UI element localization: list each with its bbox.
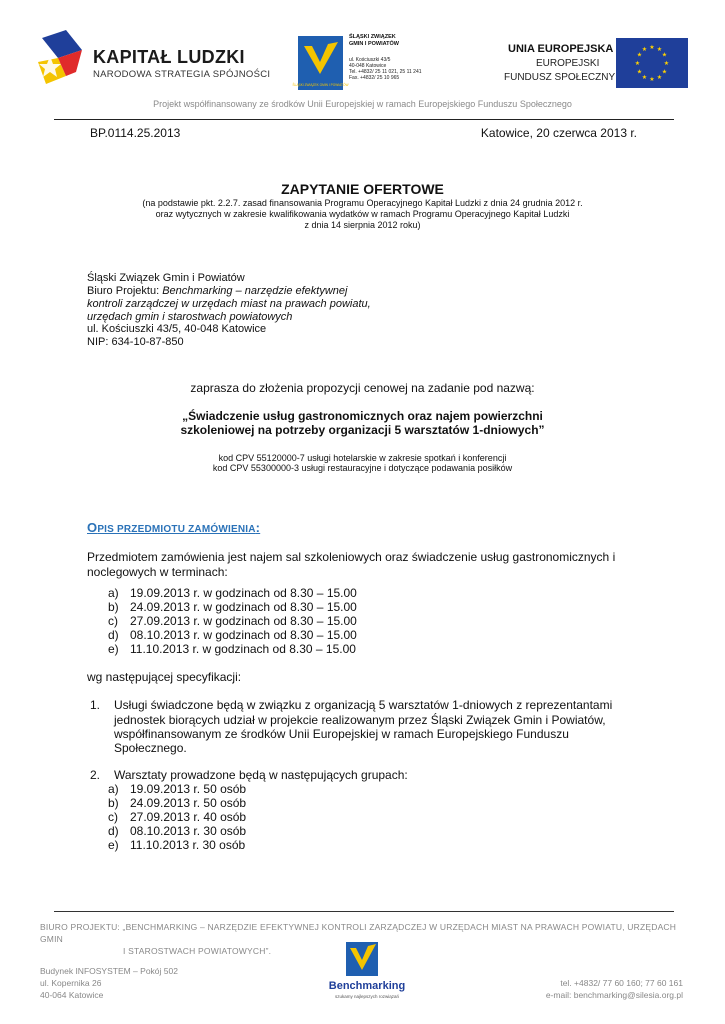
term-text: 24.09.2013 r. w godzinach od 8.30 – 15.00 <box>130 600 357 614</box>
svg-text:★: ★ <box>636 51 643 59</box>
term-text: 19.09.2013 r. w godzinach od 8.30 – 15.00 <box>130 586 357 600</box>
sender-office-project-line <box>87 298 371 310</box>
footer-project-line: I STAROSTWACH POWIATOWYCH”. <box>123 946 272 956</box>
footer-address-line: ul. Kopernika 26 <box>40 978 102 988</box>
szgp-name-line1: ŚLĄSKI ZWIĄZEK <box>349 34 396 40</box>
sender-nip: NIP: 634-10-87-850 <box>87 336 184 348</box>
term-text: 08.10.2013 r. w godzinach od 8.30 – 15.00 <box>130 628 357 642</box>
svg-text:★: ★ <box>649 44 655 51</box>
section-heading-colon: : <box>255 520 261 535</box>
svg-text:★: ★ <box>634 60 641 67</box>
term-letter: c) <box>108 614 118 628</box>
szgp-logo-text: ŚLĄSKI ZWIĄZEK GMIN I POWIATÓW <box>292 83 349 87</box>
section-heading-initial: O <box>87 520 98 535</box>
section-heading-rest: PIS PRZEDMIOTU ZAMÓWIENIA <box>97 524 256 535</box>
svg-text:★: ★ <box>636 68 643 76</box>
group-letter: a) <box>108 782 119 796</box>
kapital-ludzki-title: KAPITAŁ LUDZKI <box>93 47 245 67</box>
sender-address: ul. Kościuszki 43/5, 40-048 Katowice <box>87 323 267 335</box>
letter-date: Katowice, 20 czerwca 2013 r. <box>480 126 637 140</box>
kapital-ludzki-subtitle: NARODOWA STRATEGIA SPÓJNOŚCI <box>93 69 271 80</box>
item-number: 1. <box>90 698 101 712</box>
svg-text:★: ★ <box>641 74 648 81</box>
intro-line: Przedmiotem zamówienia jest najem sal szkoleniowych oraz świadczenie usług gastronomicznych i <box>87 550 616 564</box>
eu-fund-line2: FUNDUSZ SPOŁECZNY <box>504 72 616 83</box>
sender-office-label: Biuro Projektu: <box>87 285 163 297</box>
item-number: 2. <box>90 768 101 782</box>
szgp-logo-icon <box>292 36 349 90</box>
term-text: 11.10.2013 r. w godzinach od 8.30 – 15.00 <box>130 642 356 656</box>
szgp-address-line: Tel. +4832/ 25 11 021, 25 11 241 <box>349 69 422 75</box>
term-letter: b) <box>108 600 119 614</box>
svg-text:★: ★ <box>656 74 663 81</box>
footer-address-line: 40-064 Katowice <box>40 990 104 1000</box>
legal-basis-line: oraz wytycznych w zakresie kwalifikowania wydatków w ramach Programu Operacyjnego Kapitał Ludzki <box>155 209 570 219</box>
szgp-address-line: ul. Kościuszki 43/5 <box>349 57 391 63</box>
item-text-line: jednostek biorących udział w projekcie realizowanym przez Śląski Związek Gmin i Powiatów, <box>114 713 606 727</box>
section-heading <box>87 520 260 535</box>
footer-email: e-mail: benchmarking@silesia.org.pl <box>545 990 683 1000</box>
legal-basis-line: (na podstawie pkt. 2.2.7. zasad finansowania Programu Operacyjnego Kapitał Ludzki z dnia 24 grudnia 2012 r. <box>142 198 583 208</box>
task-title-line: „Świadczenie usług gastronomicznych oraz najem powierzchni <box>182 409 543 423</box>
szgp-address-line: 40-048 Katowice <box>349 63 387 69</box>
group-text: 27.09.2013 r. 40 osób <box>130 810 247 824</box>
reference-number: BP.0114.25.2013 <box>90 126 181 140</box>
task-title-line: szkoleniowej na potrzeby organizacji 5 warsztatów 1-dniowych” <box>180 423 545 437</box>
group-letter: d) <box>108 824 119 838</box>
invitation-text: zaprasza do złożenia propozycji cenowej na zadanie pod nazwą: <box>190 381 535 395</box>
svg-text:★: ★ <box>656 46 663 53</box>
sender-office-project: kontroli zarządczej w urzędach miast na prawach powiatu, <box>87 298 371 310</box>
sender-office-project: Benchmarking – narzędzie efektywnej <box>162 285 348 297</box>
benchmarking-tagline: szukamy najlepszych rozwiązań <box>334 994 400 999</box>
svg-text:★: ★ <box>661 51 668 59</box>
szgp-name-line2: GMIN I POWIATÓW <box>349 41 400 47</box>
eu-fund-line1: EUROPEJSKI <box>536 58 600 69</box>
benchmarking-brand: Benchmarking <box>328 980 406 992</box>
term-letter: a) <box>108 586 119 600</box>
svg-text:★: ★ <box>663 60 670 67</box>
footer-address-line: Budynek INFOSYSTEM – Pokój 502 <box>40 966 178 976</box>
header-divider <box>54 119 674 120</box>
svg-text:★: ★ <box>649 76 655 83</box>
page-title: ZAPYTANIE OFERTOWE <box>281 181 444 197</box>
cpv-code: kod CPV 55120000-7 usługi hotelarskie w zakresie spotkań i konferencji <box>218 453 507 463</box>
intro-line: noclegowych w terminach: <box>87 565 228 579</box>
item-text-line: Społecznego. <box>114 741 187 755</box>
item-text-line: Warsztaty prowadzone będą w następujących grupach: <box>114 768 408 782</box>
group-letter: c) <box>108 810 118 824</box>
eu-flag-icon <box>616 38 688 88</box>
group-text: 24.09.2013 r. 50 osób <box>130 796 247 810</box>
sender-office-project-line <box>87 311 292 323</box>
cpv-code: kod CPV 55300000-3 usługi restauracyjne i dotyczące podawania posiłków <box>212 463 513 473</box>
footer-divider <box>54 911 674 912</box>
group-text: 19.09.2013 r. 50 osób <box>130 782 247 796</box>
group-text: 11.10.2013 r. 30 osób <box>130 838 246 852</box>
sender-office <box>87 285 347 297</box>
item-text-line: Usługi świadczone będą w związku z organizacją 5 warsztatów 1-dniowych z reprezentantami <box>114 698 613 712</box>
spec-label: wg następującej specyfikacji: <box>87 670 242 684</box>
eu-title: UNIA EUROPEJSKA <box>508 43 614 55</box>
group-letter: b) <box>108 796 119 810</box>
kapital-ludzki-logo-icon <box>36 28 86 90</box>
sender-office-project: urzędach gmin i starostwach powiatowych <box>87 311 293 323</box>
svg-text:★: ★ <box>661 68 668 76</box>
cofinancing-note: Projekt współfinansowany ze środków Unii Europejskiej w ramach Europejskiego Funduszu Społecznego <box>153 99 572 109</box>
term-letter: d) <box>108 628 119 642</box>
legal-basis-line: z dnia 14 sierpnia 2012 roku) <box>304 220 421 230</box>
item-text-line: współfinansowanym ze środków Unii Europejskiej w ramach Europejskiego Funduszu <box>114 727 569 741</box>
footer-phone: tel. +4832/ 77 60 160; 77 60 161 <box>560 978 683 988</box>
term-text: 27.09.2013 r. w godzinach od 8.30 – 15.00 <box>130 614 357 628</box>
szgp-address-line: Fax. +4832/ 25 10 965 <box>349 75 400 81</box>
group-letter: e) <box>108 838 119 852</box>
sender-name: Śląski Związek Gmin i Powiatów <box>87 272 245 284</box>
term-letter: e) <box>108 642 119 656</box>
group-text: 08.10.2013 r. 30 osób <box>130 824 247 838</box>
svg-text:★: ★ <box>641 46 648 53</box>
footer-project-line: BIURO PROJEKTU: „BENCHMARKING – NARZĘDZIE EFEKTYWNEJ KONTROLI ZARZĄDCZEJ W URZĘDACH MIAST NA PRAWACH POWIATU, URZĘDACH GMIN <box>40 922 677 944</box>
benchmarking-logo-icon <box>342 940 382 980</box>
